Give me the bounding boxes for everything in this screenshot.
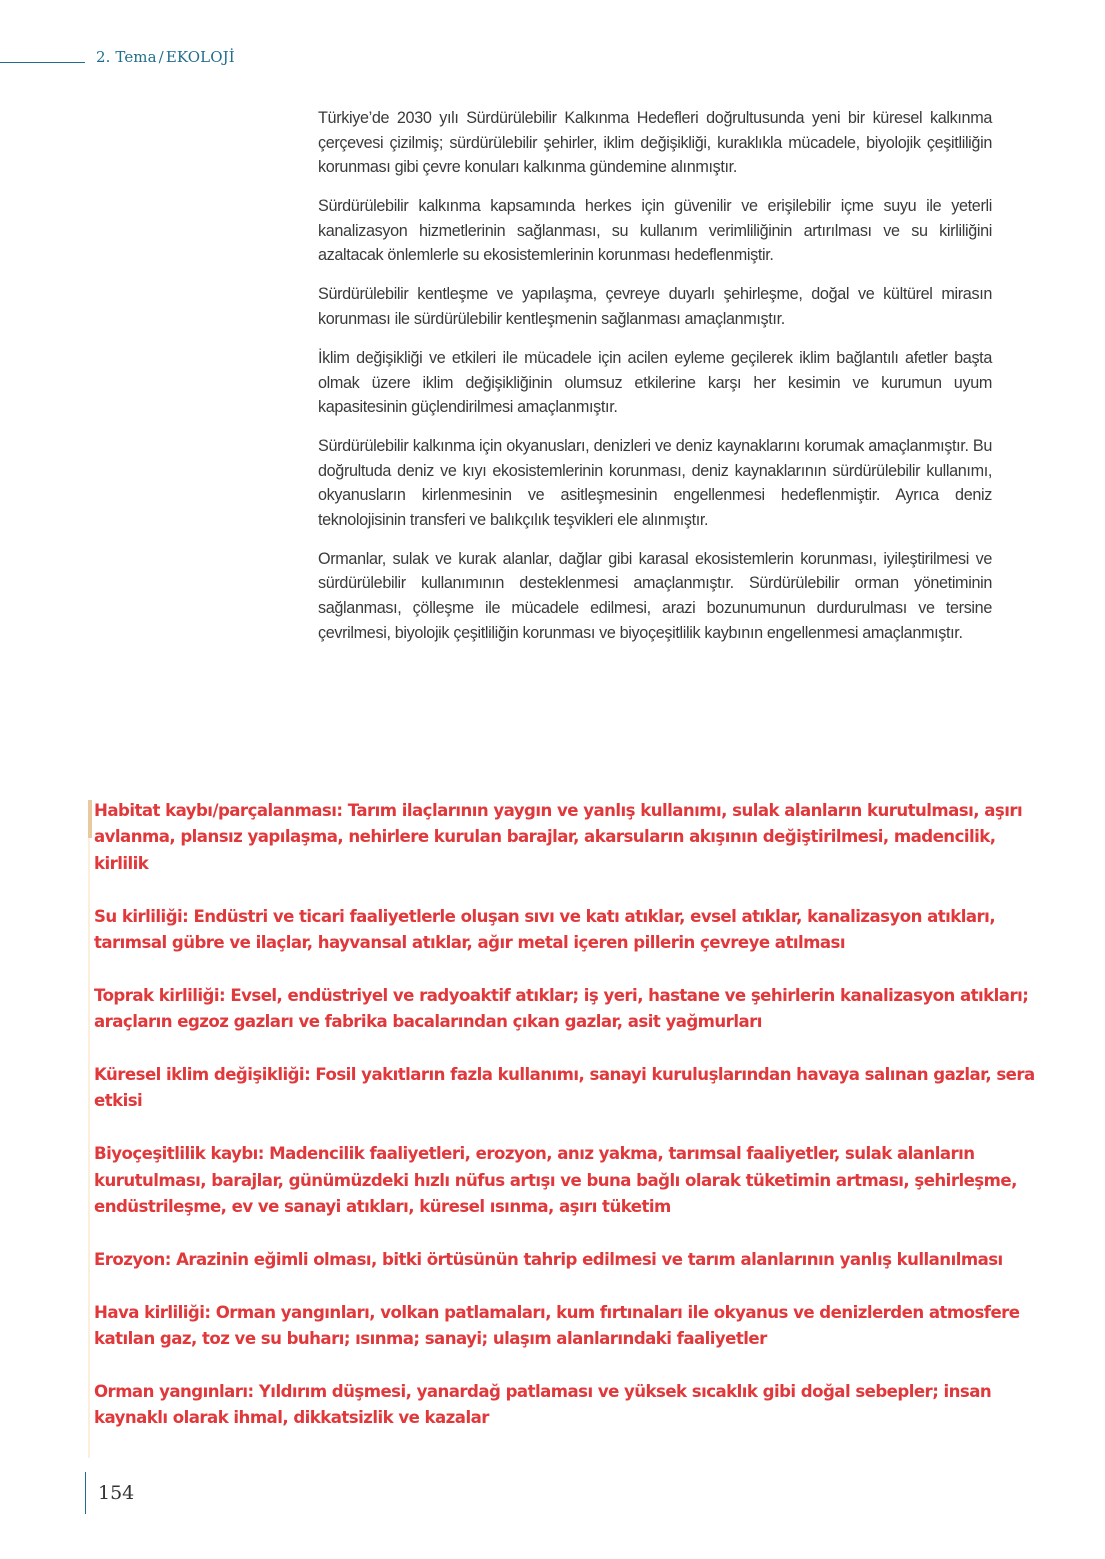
footer-rule	[85, 1472, 86, 1514]
annotation-air-pollution: Hava kirliliği: Orman yangınları, volkan patlamaları, kum fırtınaları ile okyanus ve denizlerden atmosfere katılan gaz, toz ve su buharı; ısınma; sanayi; ulaşım alanlarındaki faaliyetler	[94, 1302, 1020, 1349]
margin-marker-bar	[88, 800, 92, 838]
body-paragraph: İklim değişikliği ve etkileri ile mücadele için acilen eyleme geçilerek iklim bağlantılı afetler başta olmak üzere iklim değişikliğinin olumsuz etkilerine karşı her kesimin ve kurumun uyum kapasitesinin güçlendirilmesi amaçlanmıştır.	[318, 348, 992, 417]
annotation-water-pollution: Su kirliliği: Endüstri ve ticari faaliyetlerle oluşan sıvı ve katı atıklar, evsel atıklar, kanalizasyon atıkları, tarımsal gübre ve ilaçlar, hayvansal atıklar, ağır metal içeren pillerin çevreye atılması	[94, 906, 996, 953]
header-rule	[0, 62, 85, 63]
annotation-erosion: Erozyon: Arazinin eğimli olması, bitki örtüsünün tahrip edilmesi ve tarım alanlarının yanlış kullanılması	[94, 1249, 1003, 1269]
body-paragraph: Sürdürülebilir kalkınma için okyanusları, denizleri ve deniz kaynaklarını korumak amaçlanmıştır. Bu doğrultuda deniz ve kıyı ekosistemlerinin korunması, deniz kaynaklarının sürdürülebilir kullanımı, okyanusların kirlenmesinin ve asitleşmesinin engellenmesi hedeflenmiştir. Ayrıca deniz teknolojisinin transferi ve balıkçılık teşvikleri ele alınmıştır.	[318, 437, 992, 529]
header-separator: /	[158, 48, 164, 66]
margin-guide-line	[88, 838, 90, 1458]
annotation-soil-pollution: Toprak kirliliği: Evsel, endüstriyel ve radyoaktif atıklar; iş yeri, hastane ve şehirlerin kanalizasyon atıkları; araçların egzoz gazları ve fabrika bacalarından çıkan gazlar, asit yağmurları	[94, 985, 1029, 1032]
annotation-habitat-loss: Habitat kaybı/parçalanması: Tarım ilaçlarının yaygın ve yanlış kullanımı, sulak alanların kurutulması, aşırı avlanma, plansız yapılaşma, nehirlere kurulan barajlar, akarsuların akışının değiştirilmesi, madencilik, kirlilik	[94, 801, 1023, 873]
annotation-forest-fires: Orman yangınları: Yıldırım düşmesi, yanardağ patlaması ve yüksek sıcaklık gibi doğal sebepler; insan kaynaklı olarak ihmal, dikkatsizlik ve kazalar	[94, 1381, 992, 1428]
annotation-biodiversity-loss: Biyoçeşitlilik kaybı: Madencilik faaliyetleri, erozyon, anız yakma, tarımsal faaliyetler, sulak alanların kurutulması, barajlar, günümüzdeki hızlı nüfus artışı ve buna bağlı olarak tüketimin artması, şehirleşme, endüstrileşme, ev ve sanayi atıkları, küresel ısınma, aşırı tüketim	[94, 1144, 1017, 1217]
body-paragraph: Ormanlar, sulak ve kurak alanlar, dağlar gibi karasal ekosistemlerin korunması, iyileştirilmesi ve sürdürülebilir kullanımının desteklenmesi amaçlanmıştır. Sürdürülebilir orman yönetiminin sağlanması, çölleşme ile mücadele edilmesi, arazi bozunumunun durdurulması ve tersine çevrilmesi, biyolojik çeşitliliğin korunması ve biyoçeşitlilik kaybının engellenmesi amaçlanmıştır.	[318, 549, 992, 642]
body-paragraph: Sürdürülebilir kentleşme ve yapılaşma, çevreye duyarlı şehirleşme, doğal ve kültürel mirasın korunması ile sürdürülebilir kentleşmenin sağlanması amaçlanmıştır.	[318, 285, 992, 328]
running-header	[96, 48, 235, 66]
annotation-list	[94, 798, 1044, 1458]
body-paragraph: Türkiye’de 2030 yılı Sürdürülebilir Kalkınma Hedefleri doğrultusunda yeni bir küresel kalkınma çerçevesi çizilmiş; sürdürülebilir şehirler, iklim değişikliği, kuraklıkla mücadele, biyolojik çeşitliliğin korunması gibi çevre konuları kalkınma gündemine alınmıştır.	[318, 109, 992, 177]
main-text-column	[318, 106, 992, 660]
page-number: 154	[98, 1482, 135, 1504]
theme-title: EKOLOJİ	[165, 48, 235, 66]
annotation-climate-change: Küresel iklim değişikliği: Fosil yakıtların fazla kullanımı, sanayi kuruluşlarından havaya salınan gazlar, sera etkisi	[94, 1065, 1035, 1111]
body-paragraph: Sürdürülebilir kalkınma kapsamında herkes için güvenilir ve erişilebilir içme suyu ile yeterli kanalizasyon hizmetlerinin sağlanması, su kullanım verimliliğinin artırılması ve su kirliliğini azaltacak önlemlerle su ekosistemlerinin korunması hedeflenmiştir.	[318, 197, 992, 265]
theme-number: 2. Tema	[96, 48, 157, 66]
